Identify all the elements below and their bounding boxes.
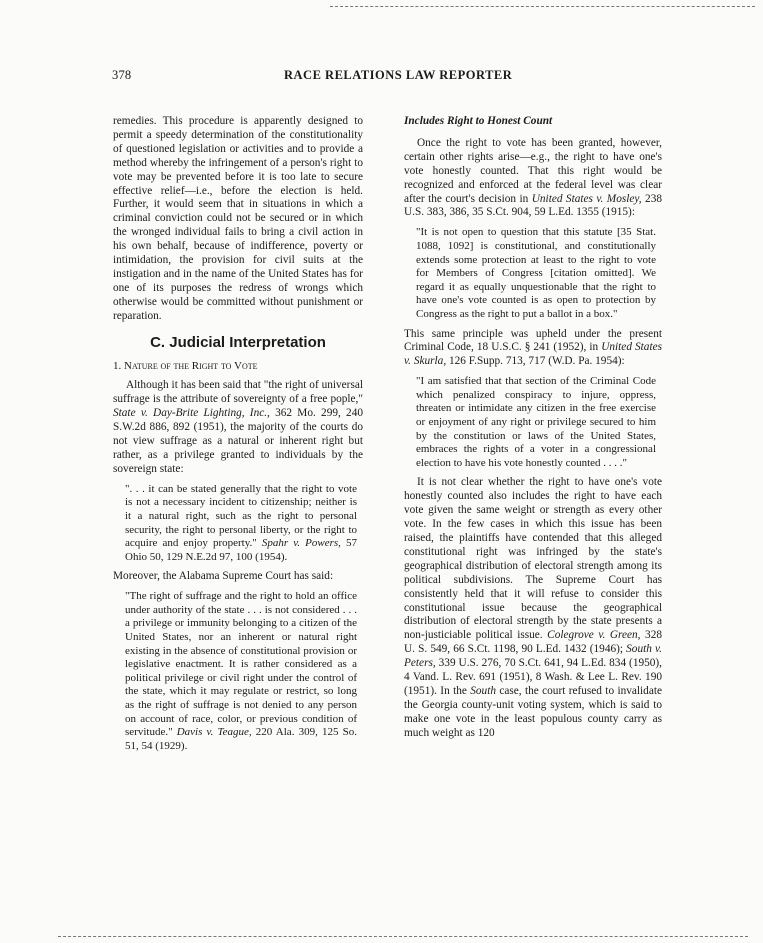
bottom-border-rule: [58, 936, 748, 937]
paragraph: remedies. This procedure is apparently designed to permit a speedy determination of the constitutionality of questioned legislation or activities and to provide a method whereby the infringement of a person's right to vote may be prevented before it is too late to secure effective relief—i.e., before the election is held. Further, it would seem that in situations in which a criminal conviction could not be secured or in which the wronged individual fails to bring a civil action in his own behalf, because of indifference, poverty or intimidation, the provision for civil suits at the instigation and in the name of the United States has for one of its purposes the redress of wrongs which otherwise would be committed without punishment or reparation.: [113, 115, 363, 322]
block-quote: [125, 483, 357, 565]
subsection-heading: Includes Right to Honest Count: [404, 115, 553, 127]
paragraph: Moreover, the Alabama Supreme Court has said:: [113, 570, 334, 583]
text-run: Although it has been said that "the right of universal suffrage is the attribute of sovereignty of a free pople,": [113, 379, 363, 406]
running-head: RACE RELATIONS LAW REPORTER: [284, 68, 513, 82]
paragraph: [404, 476, 662, 740]
case-citation: United States v. Skurla,: [404, 341, 662, 368]
text-run: ". . . it can be stated generally that the right to vote is not a necessary incident to citizenship; neither is it a natural right, such as the right to personal security, the right to personal liberty, or the right to acquire and enjoy property.": [125, 482, 357, 550]
text-run: 126 F.Supp. 713, 717 (W.D. Pa. 1954):: [446, 355, 625, 368]
paragraph: [113, 379, 363, 476]
text-run: 238 U.S. 383, 386, 35 S.Ct. 904, 59 L.Ed. 1355 (1915):: [404, 192, 662, 219]
paragraph: [404, 137, 662, 220]
left-column: [113, 115, 363, 759]
text-run: 339 U.S. 276, 70 S.Ct. 641, 94 L.Ed. 834 (1950), 4 Vand. L. Rev. 691 (1951), 8 Wash. & Lee L. Rev. 190 (1951). In the: [404, 657, 662, 697]
text-run: 328 U. S. 549, 66 S.Ct. 1198, 90 L.Ed. 1432 (1946);: [404, 629, 662, 656]
case-citation: State v. Day-Brite Lighting, Inc.,: [113, 407, 270, 420]
case-citation: United States v. Mosley,: [531, 192, 642, 205]
block-quote: [125, 590, 357, 753]
block-quote: "It is not open to question that this statute [35 Stat. 1088, 1092] is constitutional, and constitutionally extends some protection at least to the right to vote for Members of Congress [citation omitted]. We regard it as equally unquestionable that the right to have one's vote counted is as open to protection by Congress as the right to put a ballot in a box.": [416, 226, 656, 320]
case-citation: South: [470, 684, 496, 697]
section-heading: C. Judicial Interpretation: [150, 333, 326, 351]
text-run: 57 Ohio 50, 129 N.E.2d 97, 100 (1954).: [125, 537, 357, 563]
case-citation: Spahr v. Powers,: [261, 537, 341, 550]
case-citation: Colegrove v. Green,: [547, 629, 641, 642]
text-run: It is not clear whether the right to have one's vote honestly counted also includes the right to have each vote given the same weight or strength as every other vote. In the few cases in which this issue has been raised, the plaintiffs have contended that this alleged constitutional right was infringed by the state's geographical distribution of electoral strength among its political subdivisions. The Supreme Court has consistently held that it will refuse to consider this constitutional issue because the geographical distribution of electoral strength by the state presents a non-justiciable political issue.: [404, 476, 662, 642]
text-run: case, the court refused to invalidate the Georgia county-unit voting system, which is said to make one vote in the least populous county carry as much weight as 120: [404, 684, 662, 739]
page-header: [112, 68, 712, 88]
text-run: 220 Ala. 309, 125 So. 51, 54 (1929).: [125, 726, 358, 752]
right-column: [404, 115, 662, 747]
text-run: 362 Mo. 299, 240 S.W.2d 886, 892 (1951), the majority of the courts do not view suffrage as a natural or inherent right but rather, as a privilege granted to individuals by the sovereign state:: [113, 407, 363, 475]
text-run: "The right of suffrage and the right to hold an office under authority of the state . . . is not considered . . . a privilege or immunity belonging to a citizen of the United States, nor an inherent or natural right existing in the absence of constitutional provision or legislative enactment. It is rather considered as a political privilege or civil right under the control of the state, which it may regulate or restrict, so long as the right of suffrage is not denied to any person on account of race, color, or previous condition of servitude.": [125, 590, 357, 739]
subheading: 1. Nature of the Right to Vote: [113, 359, 258, 372]
page-number: 378: [112, 68, 132, 82]
block-quote: "I am satisfied that that section of the Criminal Code which penalized conspiracy to injure, oppress, threaten or intimidate any citizen in the free exercise or enjoyment of any right or privilege secured to him by the constitution or laws of the United States, embraces the rights of a voter in a congressional election to have his vote honestly counted . . . .": [416, 375, 656, 469]
text-run: This same principle was upheld under the present Criminal Code, 18 U.S.C. § 241 (1952), in: [404, 327, 662, 354]
top-border-rule: [330, 6, 755, 7]
paragraph: [404, 328, 662, 370]
case-citation: Davis v. Teague,: [176, 726, 252, 739]
text-run: Once the right to vote has been granted, however, certain other rights arise—e.g., the right to have one's vote honestly counted. That this right would be recognized and enforced at the federal level was clear after the court's decision in: [404, 136, 662, 205]
case-citation: South v. Peters,: [404, 643, 663, 670]
